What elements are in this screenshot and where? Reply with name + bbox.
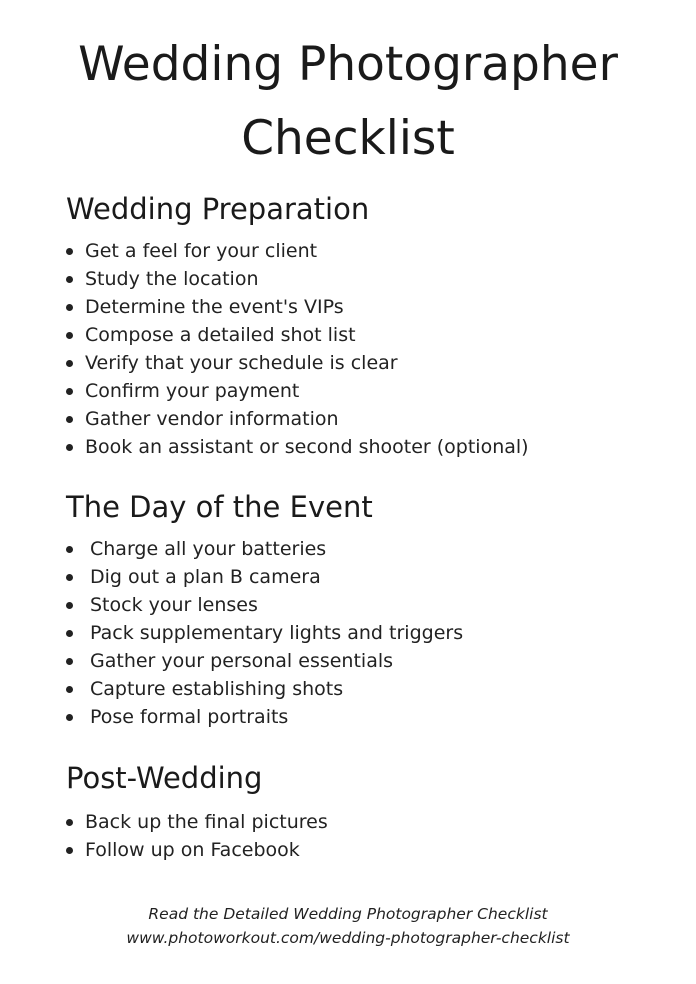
list-item <box>66 563 463 591</box>
list-item-text: Pose formal portraits <box>90 706 289 728</box>
list-item-text: Follow up on Facebook <box>85 839 300 861</box>
page-title <box>0 28 696 176</box>
list-item-text: Gather your personal essentials <box>90 650 394 672</box>
day-of-event-list <box>66 535 463 731</box>
bullet-icon <box>66 388 73 395</box>
section-heading-post-wedding: Post-Wedding <box>66 761 263 795</box>
list-item <box>66 675 463 703</box>
list-item-text: Book an assistant or second shooter (optional) <box>85 436 529 458</box>
footer-url: www.photoworkout.com/wedding-photographer-checklist <box>126 929 570 947</box>
list-item <box>66 433 529 461</box>
list-item-text: Dig out a plan B camera <box>90 566 321 588</box>
list-item <box>66 265 529 293</box>
bullet-icon <box>66 248 73 255</box>
bullet-icon <box>66 630 73 637</box>
list-item <box>66 377 529 405</box>
list-item-text: Compose a detailed shot list <box>85 324 356 346</box>
section-heading-day-of-event: The Day of the Event <box>66 490 373 524</box>
list-item-text: Study the location <box>85 268 259 290</box>
page-title-line-1: Wedding Photographer <box>78 37 618 92</box>
wedding-preparation-list <box>66 237 529 461</box>
section-heading-wedding-preparation: Wedding Preparation <box>66 192 370 226</box>
bullet-icon <box>66 574 73 581</box>
list-item-text: Capture establishing shots <box>90 678 344 700</box>
list-item <box>66 591 463 619</box>
footer-read-more: Read the Detailed Wedding Photographer Checklist <box>148 905 548 923</box>
list-item-text: Get a feel for your client <box>85 240 318 262</box>
list-item <box>66 535 463 563</box>
bullet-icon <box>66 686 73 693</box>
post-wedding-list <box>66 808 328 864</box>
bullet-icon <box>66 444 73 451</box>
bullet-icon <box>66 819 73 826</box>
list-item-text: Back up the final pictures <box>85 811 328 833</box>
list-item-text: Pack supplementary lights and triggers <box>90 622 464 644</box>
bullet-icon <box>66 360 73 367</box>
list-item <box>66 237 529 265</box>
bullet-icon <box>66 416 73 423</box>
list-item <box>66 293 529 321</box>
list-item <box>66 321 529 349</box>
bullet-icon <box>66 332 73 339</box>
list-item-text: Gather vendor information <box>85 408 339 430</box>
list-item <box>66 703 463 731</box>
bullet-icon <box>66 658 73 665</box>
list-item <box>66 405 529 433</box>
list-item-text: Determine the event's VIPs <box>85 296 344 318</box>
bullet-icon <box>66 276 73 283</box>
list-item <box>66 808 328 836</box>
list-item <box>66 619 463 647</box>
list-item <box>66 349 529 377</box>
bullet-icon <box>66 602 73 609</box>
list-item-text: Charge all your batteries <box>90 538 327 560</box>
bullet-icon <box>66 714 73 721</box>
list-item <box>66 647 463 675</box>
page-title-line-2: Checklist <box>241 111 455 166</box>
list-item-text: Confirm your payment <box>85 380 300 402</box>
bullet-icon <box>66 847 73 854</box>
bullet-icon <box>66 546 73 553</box>
list-item <box>66 836 328 864</box>
list-item-text: Stock your lenses <box>90 594 258 616</box>
bullet-icon <box>66 304 73 311</box>
list-item-text: Verify that your schedule is clear <box>85 352 398 374</box>
